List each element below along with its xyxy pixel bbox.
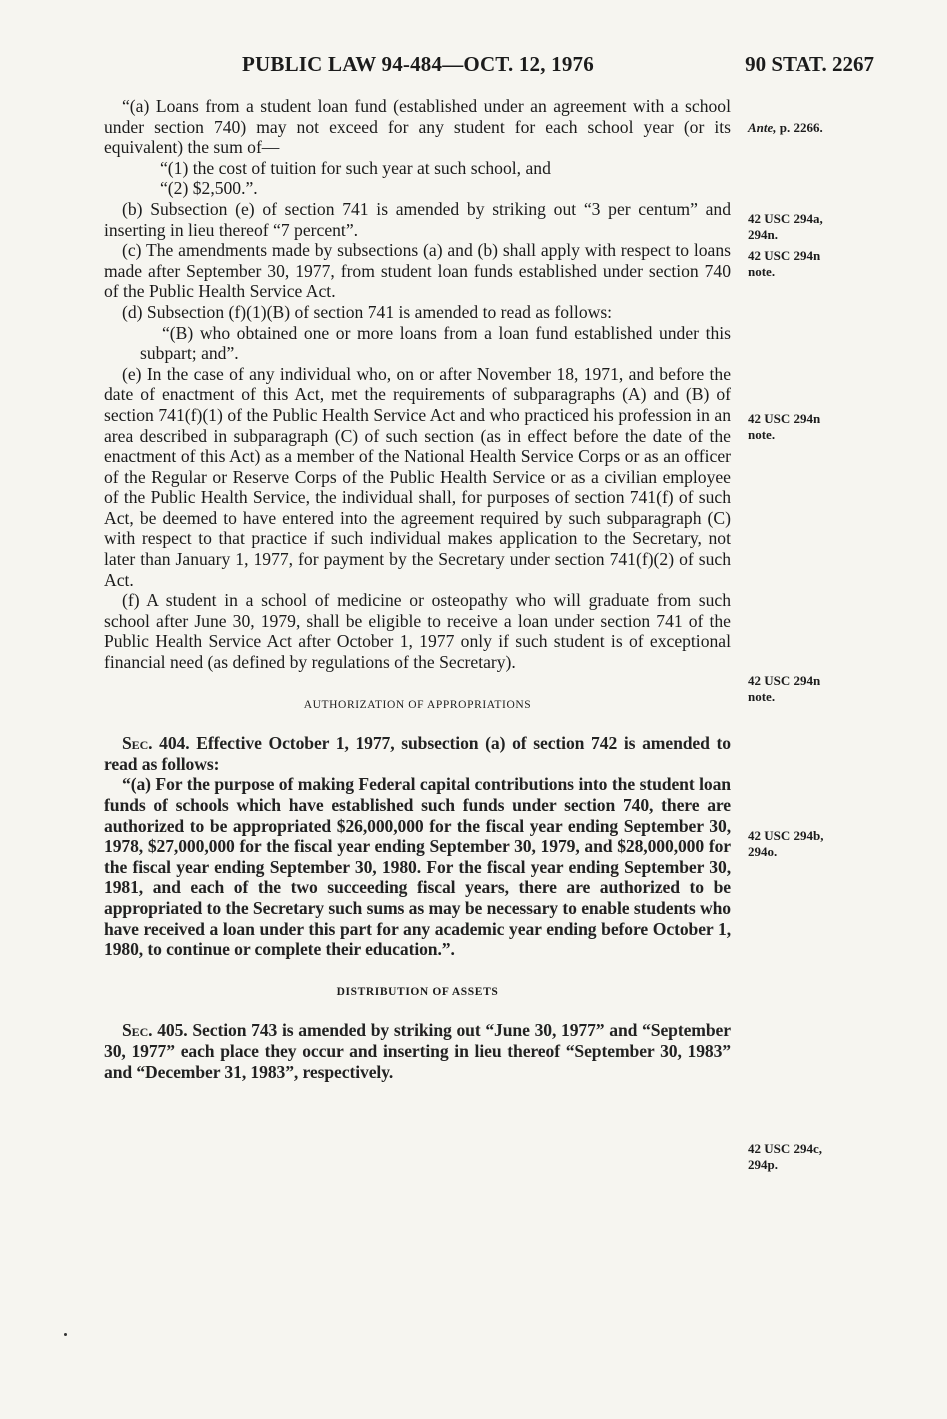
margin-note-2 (748, 248, 820, 280)
margin-note-1-line1: 42 USC 294a, (748, 211, 823, 226)
margin-note-2-line2: note. (748, 264, 776, 279)
margin-note-4 (748, 673, 820, 705)
paragraph-a-1: “(1) the cost of tuition for such year at such school, and (160, 157, 551, 178)
section-405-text: Section 743 is amended by striking out “June 30, 1977” and “September 30, 1977” each place they occur and inserting in lieu thereof “September 30, 1983” and “December 31, 1983”, respectively. (104, 1020, 731, 1082)
margin-note-5 (748, 828, 824, 860)
section-404 (104, 733, 731, 960)
margin-note-6-line1: 42 USC 294c, (748, 1141, 823, 1156)
margin-note-4-line1: 42 USC 294n (748, 673, 821, 688)
margin-note-1-line2: 294n. (748, 227, 778, 242)
margin-note-3 (748, 411, 820, 443)
section-404-intro (104, 733, 731, 774)
margin-note-3-line1: 42 USC 294n (748, 411, 821, 426)
paragraph-f: (f) A student in a school of medicine or osteopathy who will graduate from such school after June 30, 1979, shall be eligible to receive a loan under section 741 of the Public Health Service Act after October 1, 1977 only if such student is of exceptional financial need (as defined by regulations of the Secretary). (104, 590, 731, 673)
margin-note-5-line1: 42 USC 294b, (748, 828, 824, 843)
margin-note-1 (748, 211, 823, 243)
margin-note-5-line2: 294o. (748, 844, 778, 859)
margin-note-2-line1: 42 USC 294n (748, 248, 821, 263)
margin-note-ante-label: Ante, (748, 120, 777, 135)
running-title: PUBLIC LAW 94-484—OCT. 12, 1976 (242, 52, 594, 76)
margin-note-6-line2: 294p. (748, 1157, 778, 1172)
paragraph-e: (e) In the case of any individual who, on or after November 18, 1971, and before the date of enactment of this Act, met the requirements of subparagraphs (A) and (B) of section 741(f)(1) of the Public Health Service Act and who practiced his profession in an area described in subparagraph (C) of such section (as in effect before the date of the enactment of this Act) as a member of the National Health Service Corps or as an officer of the Regular or Reserve Corps of the Public Health Service or as a civilian employee of the Public Health Service, the individual shall, for purposes of section 741(f) of such Act, be deemed to have entered into the agreement required by such subparagraph (C) with respect to that practice if such individual makes application to the Secretary, not later than January 1, 1977, for payment by the Secretary under section 741(f)(2) of such Act. (104, 363, 731, 590)
paragraph-b: (b) Subsection (e) of section 741 is amended by striking out “3 per centum” and inserting in lieu thereof “7 percent”. (104, 198, 731, 240)
paragraph-d: (d) Subsection (f)(1)(B) of section 741 is amended to read as follows: (122, 301, 613, 322)
margin-note-ante (748, 120, 823, 136)
section-405-label: Sec. 405. (122, 1020, 188, 1041)
page-header (104, 52, 874, 82)
margin-note-4-line2: note. (748, 689, 776, 704)
paragraph-a: “(a) Loans from a student loan fund (established under an agreement with a school under section 740) may not exceed for any student for each school year (or its equivalent) the sum of— (104, 96, 731, 158)
section-heading-authorization: AUTHORIZATION OF APPROPRIATIONS (303, 698, 532, 711)
paragraph-c: (c) The amendments made by subsections (a) and (b) shall apply with respect to loans made after September 30, 1977, from student loan funds established under section 740 of the Public Health Service Act. (104, 240, 731, 302)
paragraph-a-2: “(2) $2,500.”. (160, 178, 258, 199)
section-405-intro (104, 1020, 731, 1082)
main-text (104, 96, 731, 1082)
stat-citation: 90 STAT. 2267 (745, 52, 874, 76)
section-404-text: Effective October 1, 1977, subsection (a) of section 742 is amended to read as follows: (104, 733, 731, 774)
margin-note-ante-page: p. 2266. (779, 120, 823, 135)
section-heading-distribution: DISTRIBUTION OF ASSETS (336, 985, 499, 998)
margin-note-3-line2: note. (748, 427, 776, 442)
section-404-label: Sec. 404. (122, 733, 190, 754)
paragraph-d-quote: “(B) who obtained one or more loans from a loan fund established under this subpart; and”. (140, 322, 731, 364)
section-404-quote: “(a) For the purpose of making Federal capital contributions into the student loan funds of schools which have established such funds under section 740, there are authorized to be appropriated $26,000,000 for the fiscal year ending September 30, 1978, $27,000,000 for the fiscal year ending September 30, 1979, and $28,000,000 for the fiscal year ending September 30, 1980. For the fiscal year ending September 30, 1981, and each of the two succeeding fiscal years, there are authorized to be appropriated to the Secretary such sums as may be necessary to enable students who have received a loan under this part for any academic year ending before October 1, 1980, to continue or complete their education.”. (104, 774, 731, 960)
speck-mark (64, 1333, 67, 1336)
section-405 (104, 1020, 731, 1082)
margin-note-6 (748, 1141, 822, 1173)
